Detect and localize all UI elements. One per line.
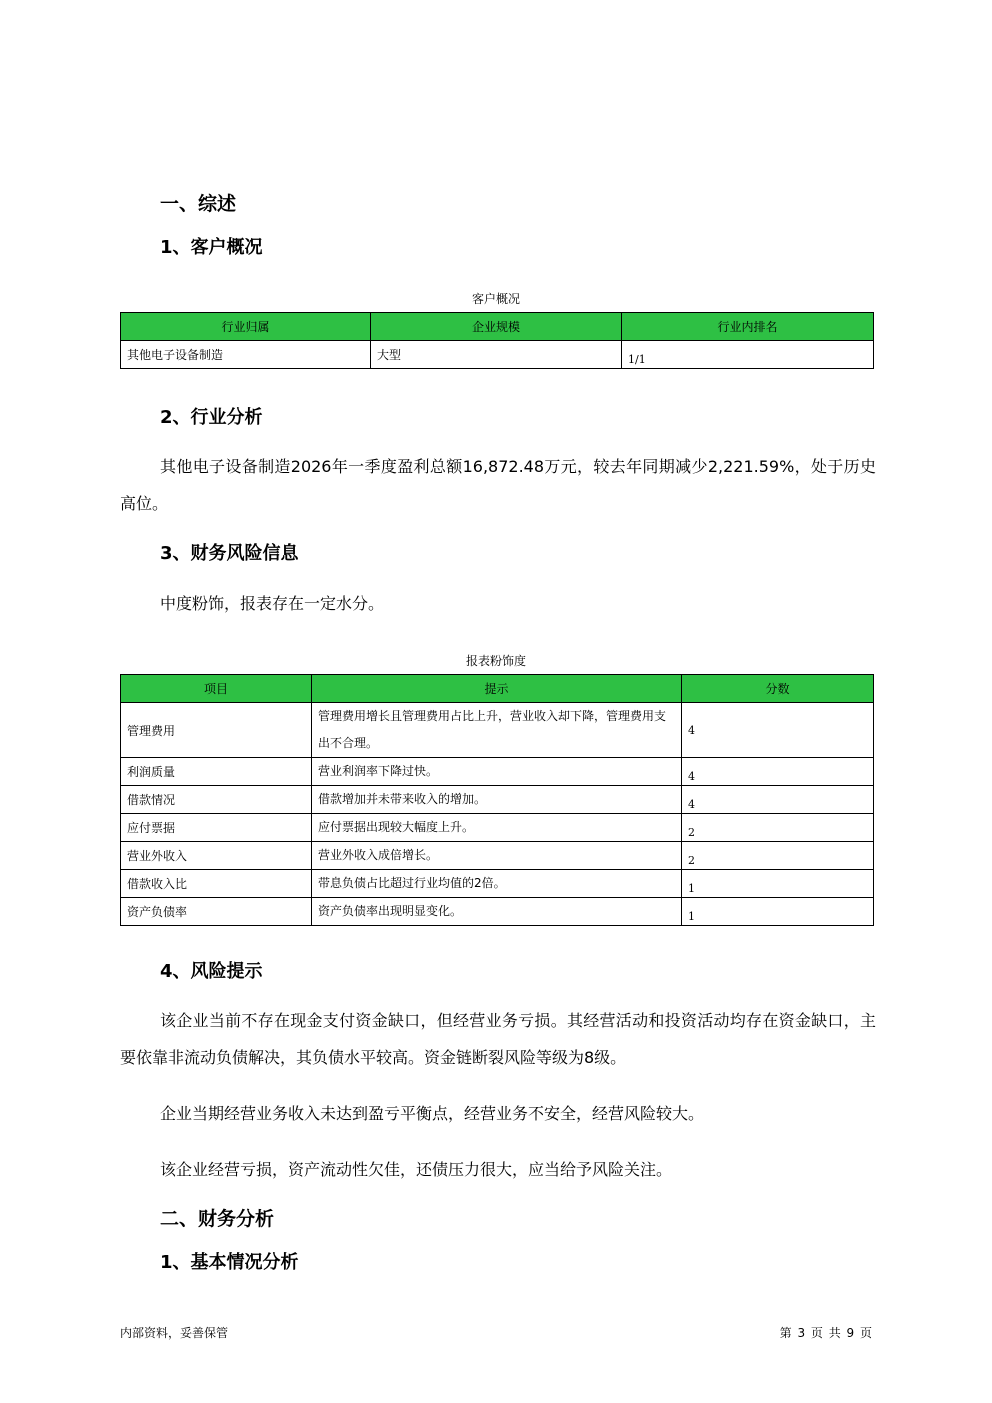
risk-paragraph: 企业当期经营业务收入未达到盈亏平衡点，经营业务不安全，经营风险较大。 — [160, 1104, 705, 1123]
table-header-cell: 行业内排名 — [622, 313, 874, 341]
table-row — [121, 842, 874, 870]
financial-risk-text: 中度粉饰，报表存在一定水分。 — [160, 594, 385, 613]
whitewash-table — [120, 674, 874, 926]
table-header-cell: 分数 — [682, 675, 874, 703]
footer-confidential-note: 内部资料，妥善保管 — [120, 1326, 229, 1340]
table-row — [121, 898, 874, 926]
industry-cell: 其他电子设备制造 — [121, 341, 371, 369]
item-cell: 借款收入比 — [121, 870, 312, 898]
subsection-title-industry: 2、行业分析 — [160, 407, 263, 428]
table-row — [121, 814, 874, 842]
tip-cell: 营业利润率下降过快。 — [312, 758, 682, 786]
scale-cell: 大型 — [371, 341, 622, 369]
score-cell: 4 — [682, 758, 874, 786]
table-header-cell: 行业归属 — [121, 313, 371, 341]
table-row — [121, 341, 874, 369]
score-cell: 4 — [682, 703, 874, 758]
table-header-cell: 项目 — [121, 675, 312, 703]
industry-analysis-text: 其他电子设备制造2026年一季度盈利总额16,872.48万元，较去年同期减少2,221.59%，处于历史高位。 — [120, 457, 876, 513]
tip-cell: 借款增加并未带来收入的增加。 — [312, 786, 682, 814]
table-row — [121, 870, 874, 898]
score-cell: 4 — [682, 786, 874, 814]
item-cell: 应付票据 — [121, 814, 312, 842]
table-caption-whitewash: 报表粉饰度 — [465, 654, 526, 668]
item-cell: 利润质量 — [121, 758, 312, 786]
risk-paragraph: 该企业当前不存在现金支付资金缺口，但经营业务亏损。其经营活动和投资活动均存在资金缺口，主要依靠非流动负债解决，其负债水平较高。资金链断裂风险等级为8级。 — [120, 1011, 876, 1067]
table-row — [121, 703, 874, 758]
subsection-title-financial-risk: 3、财务风险信息 — [160, 543, 299, 564]
footer-page-number: 第 3 页 共 9 页 — [779, 1326, 872, 1340]
table-header-cell: 提示 — [312, 675, 682, 703]
section-title-overview: 一、综述 — [160, 193, 237, 215]
score-cell: 2 — [682, 842, 874, 870]
table-header-row — [121, 313, 874, 341]
table-row — [121, 786, 874, 814]
table-header-cell: 企业规模 — [371, 313, 622, 341]
table-caption-customer: 客户概况 — [471, 292, 520, 306]
item-cell: 借款情况 — [121, 786, 312, 814]
tip-cell: 营业外收入成倍增长。 — [312, 842, 682, 870]
risk-paragraph: 该企业经营亏损，资产流动性欠佳，还债压力很大，应当给予风险关注。 — [160, 1160, 673, 1179]
score-cell: 1 — [682, 898, 874, 926]
tip-cell: 应付票据出现较大幅度上升。 — [312, 814, 682, 842]
tip-cell: 带息负债占比超过行业均值的2倍。 — [312, 870, 682, 898]
item-cell: 资产负债率 — [121, 898, 312, 926]
section-title-financial-analysis: 二、财务分析 — [160, 1208, 275, 1230]
customer-overview-table — [120, 312, 874, 369]
subsection-title-risk-warning: 4、风险提示 — [160, 961, 263, 982]
rank-cell: 1/1 — [622, 341, 874, 369]
score-cell: 1 — [682, 870, 874, 898]
subsection-title-customer: 1、客户概况 — [160, 237, 263, 258]
tip-cell: 管理费用增长且管理费用占比上升，营业收入却下降，管理费用支出不合理。 — [312, 703, 682, 758]
table-row — [121, 758, 874, 786]
table-header-row — [121, 675, 874, 703]
tip-cell: 资产负债率出现明显变化。 — [312, 898, 682, 926]
score-cell: 2 — [682, 814, 874, 842]
item-cell: 营业外收入 — [121, 842, 312, 870]
subsection-title-basic-analysis: 1、基本情况分析 — [160, 1252, 299, 1273]
item-cell: 管理费用 — [121, 703, 312, 758]
